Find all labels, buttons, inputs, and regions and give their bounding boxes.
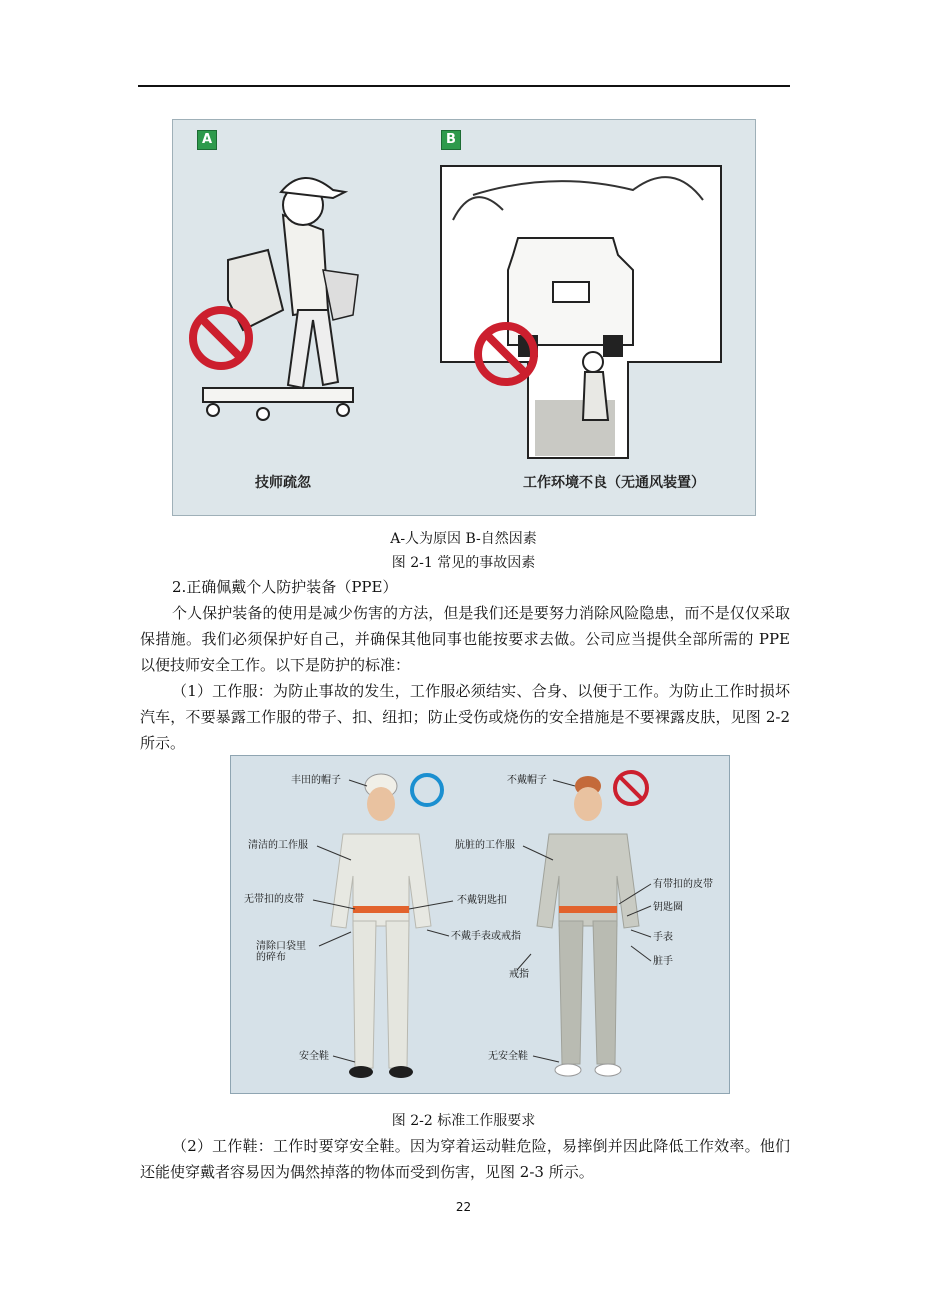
callout-watch: 手表 bbox=[653, 932, 673, 943]
figure1-subcaption: A-人为原因 B-自然因素 bbox=[390, 531, 537, 547]
header-rule bbox=[138, 85, 790, 87]
paragraph-work-shoes: （2）工作鞋：工作时要穿安全鞋。因为穿着运动鞋危险，易摔倒并因此降低工作效率。他们还能使穿戴者容易因为偶然掉落的物体而受到伤害，见图 2-3 所示。 bbox=[140, 1137, 790, 1181]
callout-safety-shoes: 安全鞋 bbox=[299, 1051, 329, 1062]
work-clothes-illustration bbox=[231, 756, 731, 1095]
ok-ring bbox=[412, 775, 442, 805]
page-number: 22 bbox=[455, 1200, 472, 1214]
figure2-caption: 图 2-2 标准工作服要求 bbox=[391, 1113, 536, 1129]
body-text-ppe bbox=[140, 574, 790, 756]
callout-clean-clothes: 清洁的工作服 bbox=[248, 840, 308, 851]
section-heading: 2.正确佩戴个人防护装备（PPE） bbox=[172, 578, 398, 596]
paragraph-ppe-intro: 个人保护装备的使用是减少伤害的方法，但是我们还是要努力消除风险隐患，而不是仅仅采取保措施。我们必须保护好自己，并确保其他同事也能按要求去做。公司应当提供全部所需的 PPE 以便技师安全工作。以下是防护的标准： bbox=[140, 604, 790, 674]
prohibited-sign-c bbox=[615, 772, 647, 804]
improper-worker-figure bbox=[537, 776, 639, 1076]
callout-pocket-line1: 清除口袋里 bbox=[256, 941, 306, 952]
figure-accident-factors bbox=[172, 119, 756, 516]
panel-b-label: 工作环境不良（无通风装置） bbox=[523, 475, 705, 491]
panel-a-label: 技师疏忽 bbox=[255, 475, 311, 491]
paragraph-work-clothes: （1）工作服：为防止事故的发生，工作服必须结实、合身、以便于工作。为防止工作时损坏汽车，不要暴露工作服的带子、扣、纽扣；防止受伤或烧伤的安全措施是不要裸露皮肤，见图 2-2 所示。 bbox=[140, 682, 790, 752]
callout-no-cap: 不戴帽子 bbox=[507, 775, 547, 786]
callout-cap: 丰田的帽子 bbox=[291, 775, 341, 786]
callout-dirty-hand: 脏手 bbox=[653, 956, 673, 967]
body-text-shoes bbox=[140, 1133, 790, 1185]
callout-belt: 无带扣的皮带 bbox=[244, 894, 304, 905]
prohibited-sign-a bbox=[193, 310, 249, 366]
callout-keyring: 钥匙圈 bbox=[653, 902, 683, 913]
panel-a-badge: A bbox=[197, 130, 217, 150]
callout-no-watch: 不戴手表或戒指 bbox=[451, 931, 521, 942]
callout-dirty-clothes: 肮脏的工作服 bbox=[455, 840, 515, 851]
proper-worker-figure bbox=[331, 774, 431, 1078]
figure1-caption: 图 2-1 常见的事故因素 bbox=[391, 555, 536, 571]
callout-pocket-line2: 的碎布 bbox=[256, 952, 286, 963]
accident-illustration bbox=[173, 120, 757, 517]
figure-work-clothes bbox=[230, 755, 730, 1094]
callout-ring: 戒指 bbox=[509, 969, 529, 980]
callout-no-safety-shoes: 无安全鞋 bbox=[488, 1051, 528, 1062]
callout-belt-buckle: 有带扣的皮带 bbox=[653, 879, 713, 890]
no-ventilation-drawing bbox=[441, 166, 721, 458]
panel-b-badge: B bbox=[441, 130, 461, 150]
careless-technician-drawing bbox=[203, 178, 358, 420]
callout-no-key: 不戴钥匙扣 bbox=[457, 895, 507, 906]
